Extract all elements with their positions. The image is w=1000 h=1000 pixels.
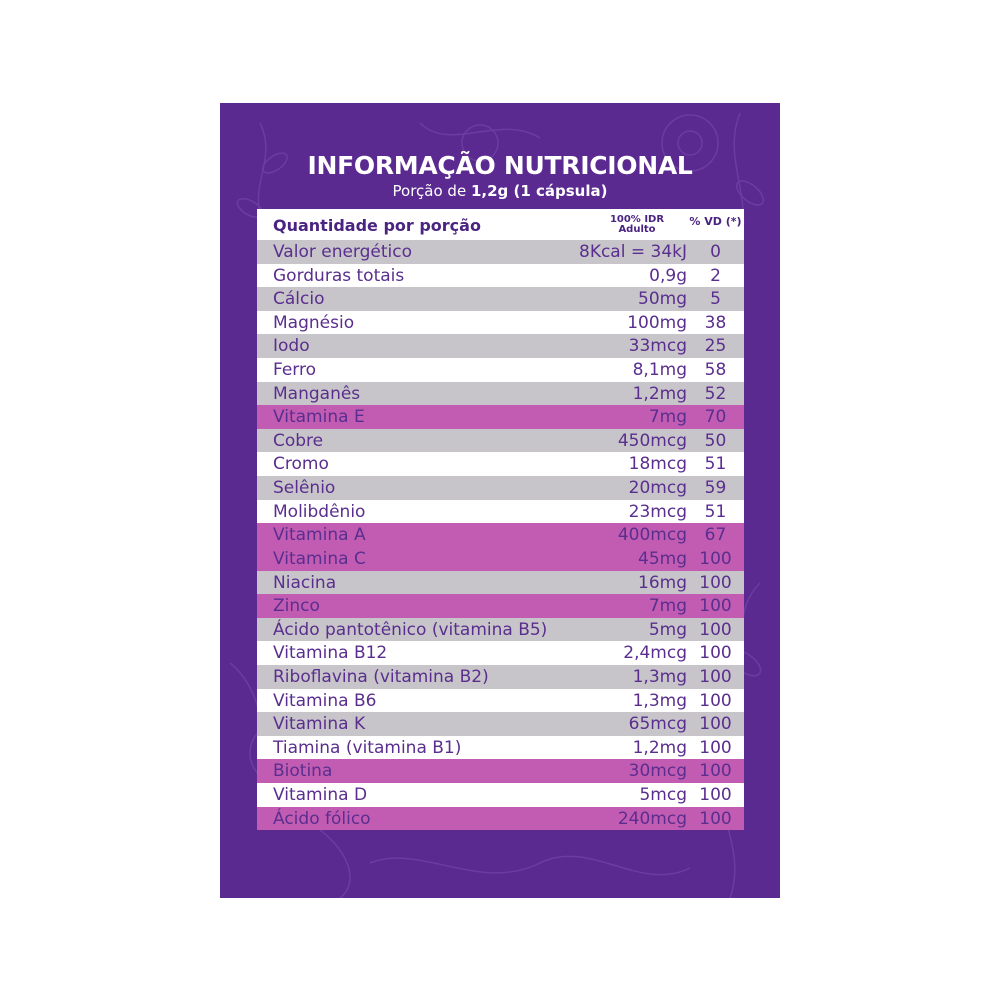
nutrient-name: Cálcio xyxy=(273,289,325,310)
nutrient-amount: 240mcg xyxy=(617,808,687,829)
nutrient-amount: 0,9g xyxy=(649,265,687,286)
nutrient-amount: 1,2mg xyxy=(632,737,687,758)
nutrient-amount: 1,3mg xyxy=(632,666,687,687)
nutrient-name: Biotina xyxy=(273,761,333,782)
nutrient-amount: 450mcg xyxy=(617,430,687,451)
table-row xyxy=(257,287,744,311)
nutrient-name: Zinco xyxy=(273,596,320,617)
table-row xyxy=(257,547,744,571)
table-header xyxy=(257,209,744,240)
nutrient-name: Gorduras totais xyxy=(273,265,405,286)
table-row xyxy=(257,523,744,547)
nutrient-name: Manganês xyxy=(273,383,361,404)
nutrient-amount: 33mcg xyxy=(628,336,687,357)
nutrient-vd: 59 xyxy=(704,478,727,499)
nutrient-amount: 400mcg xyxy=(617,525,687,546)
nutrient-vd: 25 xyxy=(704,336,727,357)
nutrient-vd: 51 xyxy=(704,454,727,475)
nutrient-amount: 8Kcal = 34kJ xyxy=(579,242,687,262)
nutrient-amount: 7mg xyxy=(648,596,687,617)
nutrient-amount: 100mg xyxy=(627,312,687,333)
nutrient-vd: 67 xyxy=(704,525,727,546)
nutrient-amount: 30mcg xyxy=(628,761,687,782)
nutrient-name: Cromo xyxy=(273,454,329,475)
serving-amount: 1,2g (1 cápsula) xyxy=(470,182,608,200)
table-row xyxy=(257,358,744,382)
nutrient-name: Vitamina K xyxy=(273,714,366,735)
table-row xyxy=(257,334,744,358)
nutrient-vd: 51 xyxy=(704,501,727,522)
table-row xyxy=(257,618,744,642)
header-idr-line1: 100% IDR xyxy=(609,214,665,225)
nutrient-name: Vitamina A xyxy=(273,525,366,546)
nutrient-name: Vitamina C xyxy=(273,548,366,569)
nutrient-vd: 100 xyxy=(699,596,732,617)
nutrient-vd: 100 xyxy=(699,714,732,735)
nutrient-amount: 45mg xyxy=(638,548,687,569)
nutrient-vd: 100 xyxy=(699,572,732,593)
nutrient-vd: 100 xyxy=(699,619,732,640)
nutrient-amount: 50mg xyxy=(638,289,687,310)
table-row xyxy=(257,665,744,689)
nutrient-name: Niacina xyxy=(273,572,337,593)
nutrient-name: Magnésio xyxy=(273,312,355,333)
nutrition-table xyxy=(257,209,744,830)
nutrient-vd: 100 xyxy=(699,761,732,782)
table-row xyxy=(257,736,744,760)
header-idr xyxy=(587,215,687,235)
nutrient-amount: 18mcg xyxy=(628,454,687,475)
nutrient-name: Vitamina B6 xyxy=(273,690,377,711)
header-idr-line2: Adulto xyxy=(618,224,656,235)
table-row xyxy=(257,641,744,665)
nutrient-amount: 1,3mg xyxy=(632,690,687,711)
header-quantity: Quantidade por porção xyxy=(273,216,481,235)
nutrient-amount: 2,4mcg xyxy=(623,643,687,664)
nutrient-name: Tiamina (vitamina B1) xyxy=(273,737,462,758)
nutrient-vd: 100 xyxy=(699,690,732,711)
nutrient-vd: 100 xyxy=(699,548,732,569)
nutrient-vd: 100 xyxy=(699,785,732,806)
nutrient-name: Ácido pantotênico (vitamina B5) xyxy=(273,619,548,640)
nutrient-amount: 65mcg xyxy=(628,714,687,735)
nutrient-amount: 16mg xyxy=(638,572,687,593)
table-row xyxy=(257,500,744,524)
table-row xyxy=(257,240,744,264)
nutrient-vd: 50 xyxy=(704,430,727,451)
nutrient-name: Vitamina B12 xyxy=(273,643,388,664)
nutrient-name: Vitamina D xyxy=(273,785,368,806)
serving-prefix: Porção de xyxy=(392,182,471,200)
nutrient-vd: 100 xyxy=(699,643,732,664)
nutrient-vd: 100 xyxy=(699,808,732,829)
nutrient-name: Ferro xyxy=(273,360,317,381)
header-vd: % VD (*) xyxy=(689,215,742,228)
nutrient-name: Cobre xyxy=(273,430,324,451)
nutrient-name: Molibdênio xyxy=(273,501,366,522)
table-body xyxy=(257,240,744,830)
nutrient-amount: 1,2mg xyxy=(632,383,687,404)
nutrient-amount: 5mcg xyxy=(639,785,687,806)
nutrient-amount: 7mg xyxy=(648,407,687,428)
nutrient-name: Selênio xyxy=(273,478,336,499)
table-row xyxy=(257,783,744,807)
table-row xyxy=(257,689,744,713)
table-row xyxy=(257,382,744,406)
label-title: INFORMAÇÃO NUTRICIONAL xyxy=(307,151,693,180)
nutrient-vd: 100 xyxy=(699,737,732,758)
nutrient-amount: 20mcg xyxy=(628,478,687,499)
table-row xyxy=(257,571,744,595)
table-row xyxy=(257,807,744,831)
table-row xyxy=(257,264,744,288)
table-row xyxy=(257,452,744,476)
nutrient-amount: 5mg xyxy=(648,619,687,640)
nutrient-amount: 23mcg xyxy=(628,501,687,522)
nutrient-vd: 52 xyxy=(704,383,727,404)
table-row xyxy=(257,476,744,500)
nutrient-vd: 58 xyxy=(704,360,727,381)
nutrition-label xyxy=(220,103,780,898)
nutrient-name: Vitamina E xyxy=(273,407,365,428)
nutrient-vd: 38 xyxy=(704,312,727,333)
nutrient-name: Riboflavina (vitamina B2) xyxy=(273,666,489,687)
nutrient-name: Ácido fólico xyxy=(273,808,371,829)
table-row xyxy=(257,405,744,429)
nutrient-amount: 8,1mg xyxy=(632,360,687,381)
table-row xyxy=(257,759,744,783)
nutrient-name: Valor energético xyxy=(273,242,413,262)
table-row xyxy=(257,429,744,453)
serving-size xyxy=(220,182,780,200)
table-row xyxy=(257,594,744,618)
nutrient-vd: 100 xyxy=(699,666,732,687)
nutrient-vd: 0 xyxy=(710,242,721,262)
nutrient-vd: 5 xyxy=(710,289,721,310)
table-row xyxy=(257,311,744,335)
nutrient-vd: 2 xyxy=(710,265,721,286)
nutrient-name: Iodo xyxy=(273,336,310,357)
table-row xyxy=(257,712,744,736)
nutrient-vd: 70 xyxy=(704,407,727,428)
